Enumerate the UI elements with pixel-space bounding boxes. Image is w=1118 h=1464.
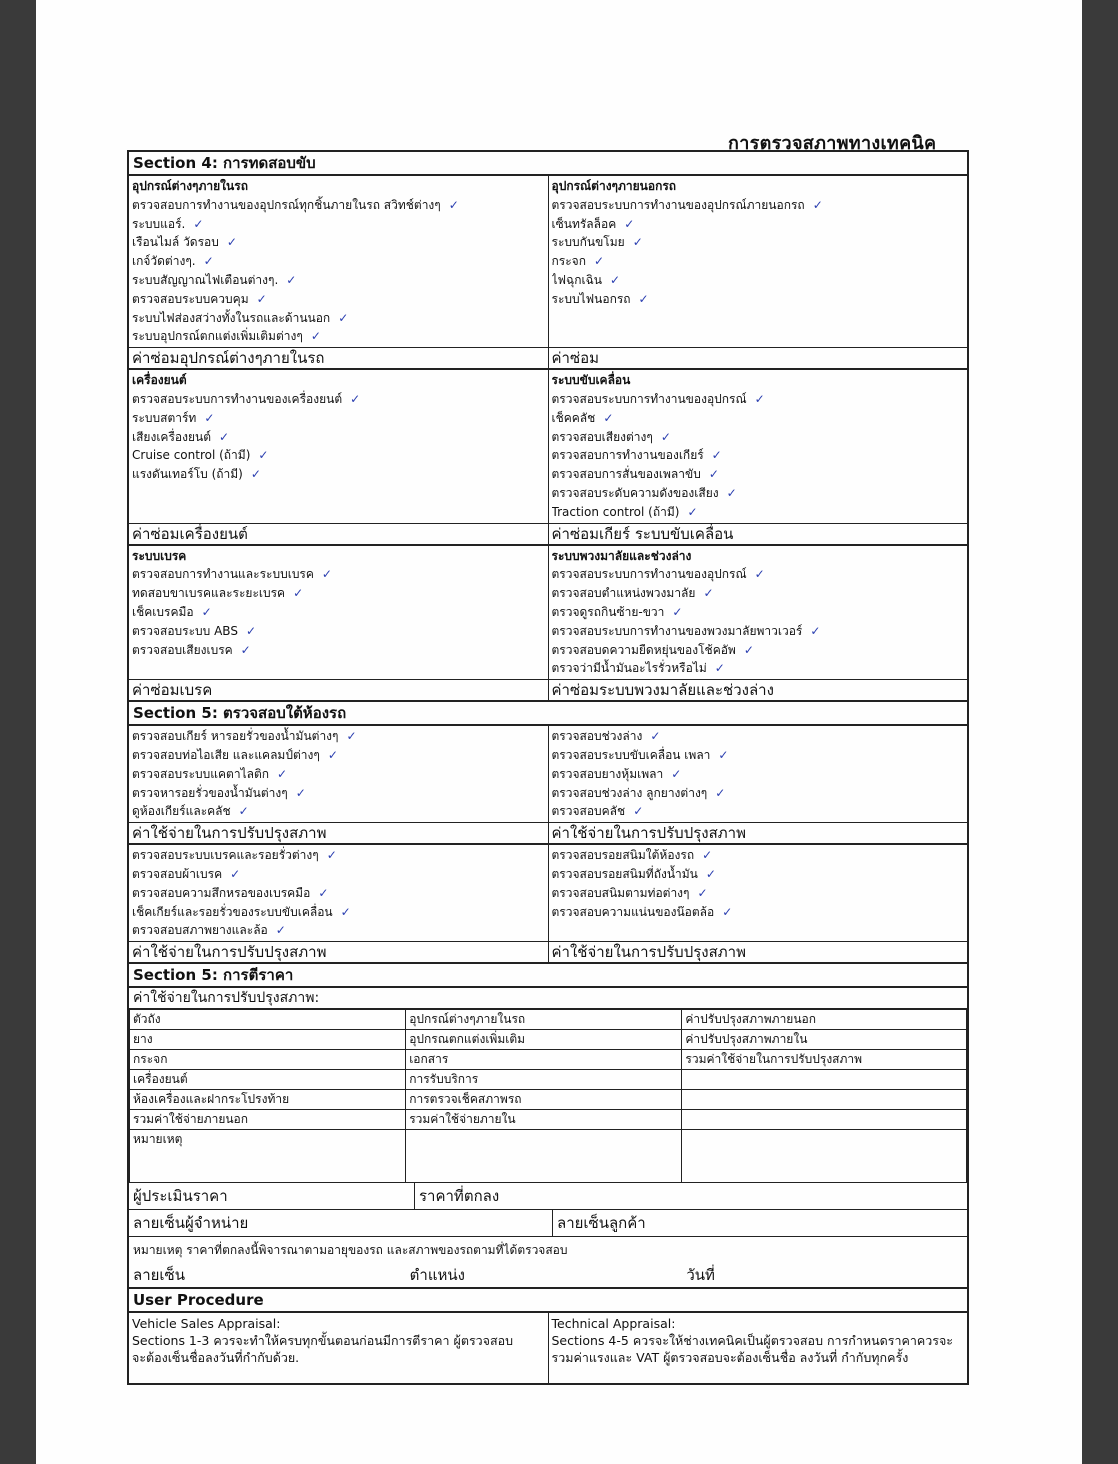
pricing-table [129,1009,967,1183]
underbody-left-list-1 [132,727,545,821]
pricing-cell: รวมค่าใช้จ่ายในการปรับปรุงสภาพ [682,1050,967,1070]
checklist-item-label: ตรวจสอบระบบแคตาไลติก [132,766,270,781]
checkmark-icon: ✓ [754,391,765,406]
scan-edge-left [0,0,36,1464]
checklist-item-label: ตรวจสอบช่วงล่าง [551,729,643,744]
checkmark-icon: ✓ [338,310,349,325]
interior-list [132,196,545,346]
interior-cost-label: ค่าซ่อมอุปกรณ์ต่างๆภายในรถ [132,349,325,368]
checkmark-icon: ✓ [624,216,635,231]
exterior-heading: อุปกรณ์ต่างๆภายนอกรถ [551,179,677,193]
procedure-body [129,1313,967,1383]
checkmark-icon: ✓ [204,410,215,425]
pricing-cell: ตัวถัง [130,1010,406,1030]
checklist-item [132,327,545,346]
pricing-cell: กระจก [130,1050,406,1070]
checklist-item [552,484,965,503]
steering-cost-label: ค่าซ่อมระบบพวงมาลัยและช่วงล่าง [548,680,968,700]
section4-header: Section 4: การทดสอบขับ [129,152,967,176]
interior-column [129,176,548,347]
checkmark-icon: ✓ [256,291,267,306]
checklist-item [132,252,545,271]
underbody-cost-right-1: ค่าใช้จ่ายในการปรับปรุงสภาพ [548,823,968,843]
pricing-cell: เครื่องยนต์ [130,1070,406,1090]
checkmark-icon: ✓ [226,235,237,250]
checkmark-icon: ✓ [295,785,306,800]
checklist-item [132,884,545,903]
checklist-item [132,233,545,252]
checklist-item [552,765,965,784]
checklist-item-label: ตรวจสอบยางหุ้มเพลา [551,766,664,781]
inspection-form [127,150,969,1385]
technical-appraisal-title: Technical Appraisal: [551,1316,676,1332]
drivetrain-heading: ระบบขับเคลื่อน [551,373,631,388]
underbody-cost-left-2: ค่าใช้จ่ายในการปรับปรุงสภาพ [132,943,327,962]
checklist-item [552,565,965,584]
pricing-cell: ห้องเครื่องและฝากระโปรงท้าย [130,1090,406,1110]
checklist-item [552,584,965,603]
dealer-signature-label: ลายเซ็นผู้จำหน่าย [133,1214,249,1233]
checkmark-icon: ✓ [201,604,212,619]
underbody-left-2 [129,845,548,941]
checkmark-icon: ✓ [293,586,304,601]
checklist-item-label: ตรวจสอบเสียงต่างๆ [551,429,653,444]
checkmark-icon: ✓ [671,766,682,781]
checklist-item-label: ตรวจสอบเสียงเบรค [132,642,233,657]
underbody-right-list-2 [552,846,965,921]
checklist-item-label: ตรวจสอบระบบ ABS [132,623,238,638]
pricing-cell: ยาง [130,1030,406,1050]
drivetrain-column [548,370,968,522]
checkmark-icon: ✓ [275,923,286,938]
checklist-item [552,390,965,409]
checkmark-icon: ✓ [714,661,725,676]
pricing-cell: อุปกรณตกแต่งเพิ่มเติม [406,1030,682,1050]
checkmark-icon: ✓ [203,254,214,269]
checklist-item [552,428,965,447]
checklist-item-label: ไฟฉุกเฉิน [551,272,602,287]
checklist-item [552,271,965,290]
underbody-left-list-2 [132,846,545,940]
document-title: การตรวจสภาพทางเทคนิค [728,133,937,154]
pricing-cell [682,1090,967,1110]
checklist-item [132,727,545,746]
checklist-item-label: ตรวจสอบดความยืดหยุ่นของโช้คอัพ [551,642,736,657]
signoff-row [129,1263,967,1289]
checkmark-icon: ✓ [715,785,726,800]
technical-appraisal-line-2: รวมค่าแรงและ VAT ผู้ตรวจสอบจะต้องเซ็นชื่อ ลงวันที่ กำกับทุกครั้ง [551,1350,909,1366]
checkmark-icon: ✓ [350,391,361,406]
pricing-subheader: ค่าใช้จ่ายในการปรับปรุงสภาพ: [129,988,967,1009]
appraiser-label: ผู้ประเมินราคา [133,1187,228,1206]
engine-cost-label: ค่าซ่อมเครื่องยนต์ [132,524,248,543]
checklist-item-label: Cruise control (ถ้ามี) [132,448,251,463]
underbody-block-2 [129,845,967,942]
checklist-item-label: ระบบสตาร์ท [132,410,197,425]
date-label: วันที่ [686,1266,715,1285]
checklist-item-label: เรือนไมล์ วัดรอบ [132,235,219,250]
remark-blank-2 [682,1130,967,1183]
sales-appraisal-title: Vehicle Sales Appraisal: [132,1316,281,1332]
checklist-item [552,233,965,252]
section4-cost-row-1 [129,348,967,370]
checklist-item [552,465,965,484]
position-label: ตำแหน่ง [409,1266,465,1285]
checklist-item [132,290,545,309]
checkmark-icon: ✓ [245,623,257,638]
checklist-item [132,846,545,865]
checkmark-icon: ✓ [250,467,261,482]
checkmark-icon: ✓ [310,329,321,344]
checkmark-icon: ✓ [697,885,708,900]
checkmark-icon: ✓ [812,197,823,212]
checklist-item [552,641,965,660]
checkmark-icon: ✓ [286,272,297,287]
sales-appraisal-line-1: Sections 1-3 ควรจะทำให้ครบทุกขั้นตอนก่อนมีการตีราคา ผู้ตรวจสอบ [132,1333,514,1349]
engine-heading: เครื่องยนต์ [132,373,187,388]
checklist-item [132,921,545,940]
checkmark-icon: ✓ [810,623,821,638]
section4-brake-steering [129,546,967,681]
pricing-cell: การตรวจเช็คสภาพรถ [406,1090,682,1110]
pricing-cell: ค่าปรับปรุงสภาพภายใน [682,1030,967,1050]
checklist-item-label: ตรวจสอบระบบควบคุม [132,291,249,306]
checkmark-icon: ✓ [633,804,644,819]
checklist-item-label: เซ็นทรัลล็อค [551,216,617,231]
checklist-item [552,802,965,821]
pricing-cell: การรับบริการ [406,1070,682,1090]
checklist-item [132,565,545,584]
checklist-item-label: ตรวจสอบการทำงานของเกียร์ [551,448,704,463]
underbody-right-2 [548,845,968,941]
checklist-item [132,428,545,447]
customer-signature-label: ลายเซ็นลูกค้า [552,1210,967,1236]
checkmark-icon: ✓ [258,448,269,463]
underbody-right-list-1 [552,727,965,821]
checklist-item-label: ตรวจสอบรอยสนิมที่ถังน้ำมัน [551,866,698,881]
checklist-item-label: ระบบไฟส่องสว่างทั้งในรถและด้านนอก [132,310,331,325]
checklist-item [552,252,965,271]
checklist-item-label: ตรวจสอบช่วงล่าง ลูกยางต่างๆ [551,785,708,800]
brake-heading: ระบบเบรค [132,548,187,563]
drivetrain-list [552,390,965,522]
section5-underbody-header: Section 5: ตรวจสอบใต้ห้องรถ [129,702,967,726]
checklist-item [132,765,545,784]
brake-list [132,565,545,659]
checkmark-icon: ✓ [638,291,649,306]
checklist-item [132,409,545,428]
checkmark-icon: ✓ [743,642,754,657]
checkmark-icon: ✓ [687,504,698,519]
technical-appraisal-line-1: Sections 4-5 ควรจะให้ช่างเทคนิคเป็นผู้ตรวจสอบ การกำหนดราคาควรจะ [551,1333,954,1349]
checklist-item-label: ระบบสัญญาณไฟเตือนต่างๆ. [132,272,279,287]
checklist-item-label: ตรวจสอบผ้าเบรค [132,866,223,881]
pricing-row [130,1090,967,1110]
checklist-item-label: เช็คเบรคมือ [132,604,194,619]
pricing-cell [682,1110,967,1130]
checkmark-icon: ✓ [318,885,329,900]
underbody-right-1 [548,726,968,822]
checklist-item [552,903,965,922]
checklist-item [552,196,965,215]
checklist-item-label: Traction control (ถ้ามี) [551,504,680,519]
checkmark-icon: ✓ [240,642,251,657]
checklist-item [132,446,545,465]
checkmark-icon: ✓ [650,729,661,744]
exterior-column [548,176,968,347]
checklist-item [132,465,545,484]
document-page [36,0,1082,1464]
checklist-item [552,409,965,428]
checklist-item-label: ตรวจสอบตำแหน่งพวงมาลัย [551,586,696,601]
checklist-item-label: เสียงเครื่องยนต์ [132,429,211,444]
exterior-cost-label: ค่าซ่อม [548,348,968,368]
checkmark-icon: ✓ [722,904,733,919]
checkmark-icon: ✓ [230,866,241,881]
checklist-item-label: ตรวจว่ามีน้ำมันอะไรรั่วหรือไม่ [551,661,707,676]
checklist-item-label: ตรวจสอบความสึกหรอของเบรคมือ [132,885,311,900]
brake-cost-label: ค่าซ่อมเบรค [132,681,213,700]
pricing-cell: ค่าปรับปรุงสภาพภายนอก [682,1010,967,1030]
underbody-cost-left-1: ค่าใช้จ่ายในการปรับปรุงสภาพ [132,824,327,843]
checklist-item [132,309,545,328]
pricing-row [130,1110,967,1130]
checkmark-icon: ✓ [321,567,332,582]
sales-appraisal-line-2: จะต้องเซ็นชื่อลงวันที่กำกับด้วย. [132,1350,300,1366]
checklist-item [552,727,965,746]
steering-heading: ระบบพวงมาลัยและช่วงล่าง [551,548,692,563]
pricing-cell: รวมค่าใช้จ่ายภายนอก [130,1110,406,1130]
checklist-item-label: ตรวจสอบคลัช [551,804,626,819]
checkmark-icon: ✓ [218,429,230,444]
remark-row [130,1130,967,1183]
interior-heading: อุปกรณ์ต่างๆภายในรถ [132,179,248,193]
signature-label: ลายเซ็น [133,1266,185,1285]
remark-blank-1 [406,1130,682,1183]
checklist-item-label: กระจก [551,254,586,269]
checklist-item-label: ตรวจดูรถกินซ้าย-ขวา [551,604,665,619]
checklist-item-label: ตรวจสอบสภาพยางและล้อ [132,923,268,938]
checklist-item-label: เกจ์วัดต่างๆ. [132,254,196,269]
checkmark-icon: ✓ [726,485,737,500]
underbody-cost-row-2 [129,942,967,964]
underbody-cost-row-1 [129,823,967,845]
pricing-row [130,1010,967,1030]
technical-appraisal-block [548,1313,968,1383]
checkmark-icon: ✓ [703,586,714,601]
checklist-item [552,215,965,234]
checklist-item [132,641,545,660]
checklist-item [552,784,965,803]
checkmark-icon: ✓ [448,197,459,212]
checklist-item [552,603,965,622]
checkmark-icon: ✓ [708,467,719,482]
steering-list [552,565,965,678]
checkmark-icon: ✓ [340,904,351,919]
checklist-item-label: ตรวจสอบรอยสนิมใต้ห้องรถ [551,848,695,863]
scan-edge-right [1082,0,1118,1464]
section4-cost-row-2 [129,524,967,546]
section4-accessories [129,176,967,348]
signature-row [129,1210,967,1237]
checklist-item-label: ตรวจสอบความแน่นของน๊อตล้อ [551,904,715,919]
checkmark-icon: ✓ [702,848,713,863]
underbody-left-1 [129,726,548,822]
checklist-item [552,622,965,641]
checklist-item [132,802,545,821]
engine-column [129,370,548,522]
steering-column [548,546,968,680]
checklist-item-label: ตรวจสอบระบบการทำงานของอุปกรณ์ [551,567,747,582]
checklist-item-label: ตรวจสอบระบบการทำงานของพวงมาลัยพาวเวอร์ [551,623,803,638]
checklist-item-label: ตรวจสอบระดับความดังของเสียง [551,485,719,500]
checklist-item [132,784,545,803]
checkmark-icon: ✓ [346,729,357,744]
pricing-cell: รวมค่าใช้จ่ายภายใน [406,1110,682,1130]
checklist-item-label: ตรวจสอบระบบขับเคลื่อน เพลา [551,747,711,762]
pricing-table-body [130,1010,967,1130]
pricing-cell: เอกสาร [406,1050,682,1070]
pricing-note: หมายเหตุ ราคาที่ตกลงนี้พิจารณาตามอายุของรถ และสภาพของรถตามที่ได้ตรวจสอบ [133,1243,568,1258]
checklist-item-label: ระบบกันขโมย [551,235,625,250]
checklist-item [132,215,545,234]
checklist-item [132,865,545,884]
appraiser-row [129,1183,967,1210]
checklist-item [552,884,965,903]
checklist-item [552,865,965,884]
checklist-item [132,271,545,290]
checklist-item-label: เช็คคลัช [551,410,596,425]
exterior-list [552,196,965,309]
checklist-item [552,746,965,765]
checklist-item-label: ดูห้องเกียร์และคลัช [132,804,231,819]
checklist-item-label: ตรวจหารอยรั่วของน้ำมันต่างๆ [132,785,288,800]
brake-column [129,546,548,680]
sales-appraisal-block [129,1313,548,1383]
checklist-item-label: ระบบอุปกรณ์ตกแต่งเพิ่มเติมต่างๆ [132,329,303,344]
pricing-cell: อุปกรณ์ต่างๆภายในรถ [406,1010,682,1030]
checklist-item-label: ตรวจสอบการทำงานของอุปกรณ์ทุกชิ้นภายในรถ สวิทช์ต่างๆ [132,197,441,212]
checklist-item-label: ตรวจสอบระบบการทำงานของอุปกรณ์ [551,391,747,406]
section4-cost-row-3 [129,680,967,702]
checklist-item-label: เช็คเกียร์และรอยรั่วของระบบขับเคลื่อน [132,904,333,919]
checklist-item-label: ตรวจสอบระบบการทำงานของเครื่องยนต์ [132,391,343,406]
checklist-item-label: ตรวจสอบท่อไอเสีย และแคลมป์ต่างๆ [132,747,320,762]
checkmark-icon: ✓ [754,567,765,582]
checkmark-icon: ✓ [603,410,614,425]
checklist-item-label: ตรวจสอบการทำงานและระบบเบรค [132,567,314,582]
checklist-item-label: ตรวจสอบการสั่นของเพลาขับ [551,467,701,482]
checklist-item [132,622,545,641]
checklist-item [132,196,545,215]
checklist-item [132,390,545,409]
remark-cell: หมายเหตุ [130,1130,406,1183]
checklist-item-label: ระบบแอร์. [132,216,186,231]
checkmark-icon: ✓ [660,429,671,444]
checklist-item [132,746,545,765]
checklist-item [552,846,965,865]
checklist-item [132,903,545,922]
checklist-item [552,659,965,678]
checklist-item-label: ตรวจสอบระบบเบรคและรอยรั่วต่างๆ [132,848,319,863]
pricing-row [130,1030,967,1050]
underbody-cost-right-2: ค่าใช้จ่ายในการปรับปรุงสภาพ [548,942,968,962]
pricing-cell [682,1070,967,1090]
checklist-item-label: ระบบไฟนอกรถ [551,291,631,306]
pricing-row [130,1070,967,1090]
checklist-item-label: ตรวจสอบเกียร์ หารอยรั่วของน้ำมันต่างๆ [132,729,339,744]
checklist-item [132,603,545,622]
checkmark-icon: ✓ [593,254,605,269]
checkmark-icon: ✓ [238,804,249,819]
checklist-item [552,503,965,522]
section5-pricing-header: Section 5: การตีราคา [129,964,967,988]
drivetrain-cost-label: ค่าซ่อมเกียร์ ระบบขับเคลื่อน [548,524,968,544]
checklist-item [552,290,965,309]
checklist-item-label: ตรวจสอบระบบการทำงานของอุปกรณ์ภายนอกรถ [551,197,805,212]
checklist-item-label: แรงดันเทอร์โบ (ถ้ามี) [132,467,243,482]
checkmark-icon: ✓ [711,448,722,463]
checkmark-icon: ✓ [609,272,621,287]
checkmark-icon: ✓ [718,747,729,762]
engine-list [132,390,545,484]
checkmark-icon: ✓ [326,848,337,863]
checkmark-icon: ✓ [277,766,288,781]
checklist-item [132,584,545,603]
underbody-block-1 [129,726,967,823]
checklist-item-label: ตรวจสอบสนิมตามท่อต่างๆ [551,885,690,900]
checklist-item-label: ทดสอบขาเบรคและระยะเบรค [132,586,286,601]
checkmark-icon: ✓ [672,604,683,619]
pricing-row [130,1050,967,1070]
checklist-item [552,446,965,465]
agreed-price-label: ราคาที่ตกลง [414,1183,967,1209]
section4-engine-drive [129,370,967,523]
procedure-header: User Procedure [129,1289,967,1313]
checkmark-icon: ✓ [193,216,204,231]
checkmark-icon: ✓ [632,235,643,250]
checkmark-icon: ✓ [705,866,716,881]
checkmark-icon: ✓ [327,747,338,762]
